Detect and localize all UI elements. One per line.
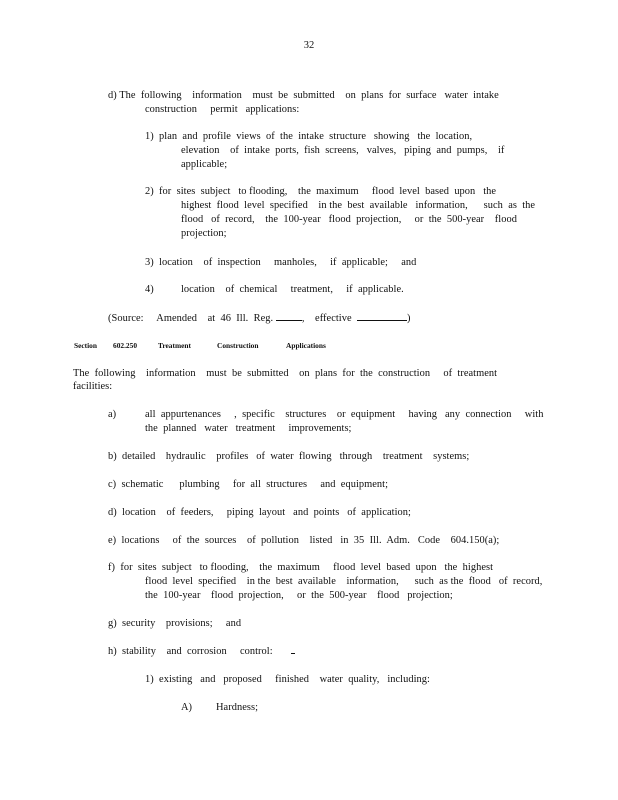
item-b: b) detailed hydraulic profiles of water flowing through treatment systems; bbox=[108, 451, 470, 462]
reg-page-blank bbox=[276, 311, 302, 321]
intake-subitem-4-text: location of chemical treatment, if applicable. bbox=[181, 284, 404, 295]
item-h-subitem-A-label: A) bbox=[181, 702, 193, 713]
source-note-middle: , effective bbox=[301, 313, 352, 324]
source-note-start: (Source: Amended at 46 Ill. Reg. bbox=[108, 313, 274, 324]
section-title-word-2: Construction bbox=[217, 341, 259, 350]
item-a-line-1: all appurtenances , specific structures or equipment having any connection with bbox=[145, 409, 544, 420]
intake-subitem-2-line-4: projection; bbox=[181, 228, 227, 239]
section-label: Section bbox=[74, 341, 97, 350]
intake-subitem-2-line-3: flood of record, the 100-year flood projection, or the 500-year flood bbox=[181, 214, 517, 225]
intake-subitem-1-line-3: applicable; bbox=[181, 159, 228, 170]
item-h-subitem-1: 1) existing and proposed finished water quality, including: bbox=[145, 674, 430, 685]
intake-subitem-3: 3) location of inspection manholes, if applicable; and bbox=[145, 257, 417, 268]
item-f-line-2: flood level specified in the best available information, such as the flood of record, bbox=[145, 576, 543, 587]
source-note-end: ) bbox=[406, 313, 411, 324]
stray-underscore-mark bbox=[291, 653, 295, 654]
page-number: 32 bbox=[303, 40, 315, 51]
item-d-line-2: construction permit applications: bbox=[145, 104, 300, 115]
intake-subitem-2-line-1: 2) for sites subject to flooding, the maximum flood level based upon the bbox=[145, 186, 497, 197]
item-f-line-1: f) for sites subject to flooding, the maximum flood level based upon the highest bbox=[108, 562, 494, 573]
item-a-line-2: the planned water treatment improvements; bbox=[145, 423, 352, 434]
item-c: c) schematic plumbing for all structures and equipment; bbox=[108, 479, 389, 490]
intake-subitem-2-line-2: highest flood level specified in the best available information, such as the bbox=[181, 200, 536, 211]
item-a-label: a) bbox=[108, 409, 117, 420]
item-d-line-1: d) The following information must be submitted on plans for surface water intake bbox=[108, 90, 499, 101]
section-number: 602.250 bbox=[113, 341, 138, 350]
item-g: g) security provisions; and bbox=[108, 618, 242, 629]
section-title-word-3: Applications bbox=[286, 341, 326, 350]
intake-subitem-1-line-2: elevation of intake ports, fish screens, valves, piping and pumps, if bbox=[181, 145, 505, 156]
section-title-word-1: Treatment bbox=[158, 341, 191, 350]
effective-date-blank bbox=[357, 311, 407, 321]
source-note bbox=[108, 311, 410, 325]
item-h: h) stability and corrosion control: bbox=[108, 646, 273, 657]
intro-line-1: The following information must be submitted on plans for the construction of treatment bbox=[73, 368, 498, 379]
item-f-line-3: the 100-year flood projection, or the 500-year flood projection; bbox=[145, 590, 453, 601]
intro-line-2: facilities: bbox=[73, 381, 113, 392]
item-e: e) locations of the sources of pollution listed in 35 Ill. Adm. Code 604.150(a); bbox=[108, 535, 500, 546]
item-h-subitem-A-text: Hardness; bbox=[216, 702, 259, 713]
intake-subitem-4-number: 4) bbox=[145, 284, 154, 295]
item-d: d) location of feeders, piping layout and points of application; bbox=[108, 507, 411, 518]
intake-subitem-1-line-1: 1) plan and profile views of the intake structure showing the location, bbox=[145, 131, 473, 142]
